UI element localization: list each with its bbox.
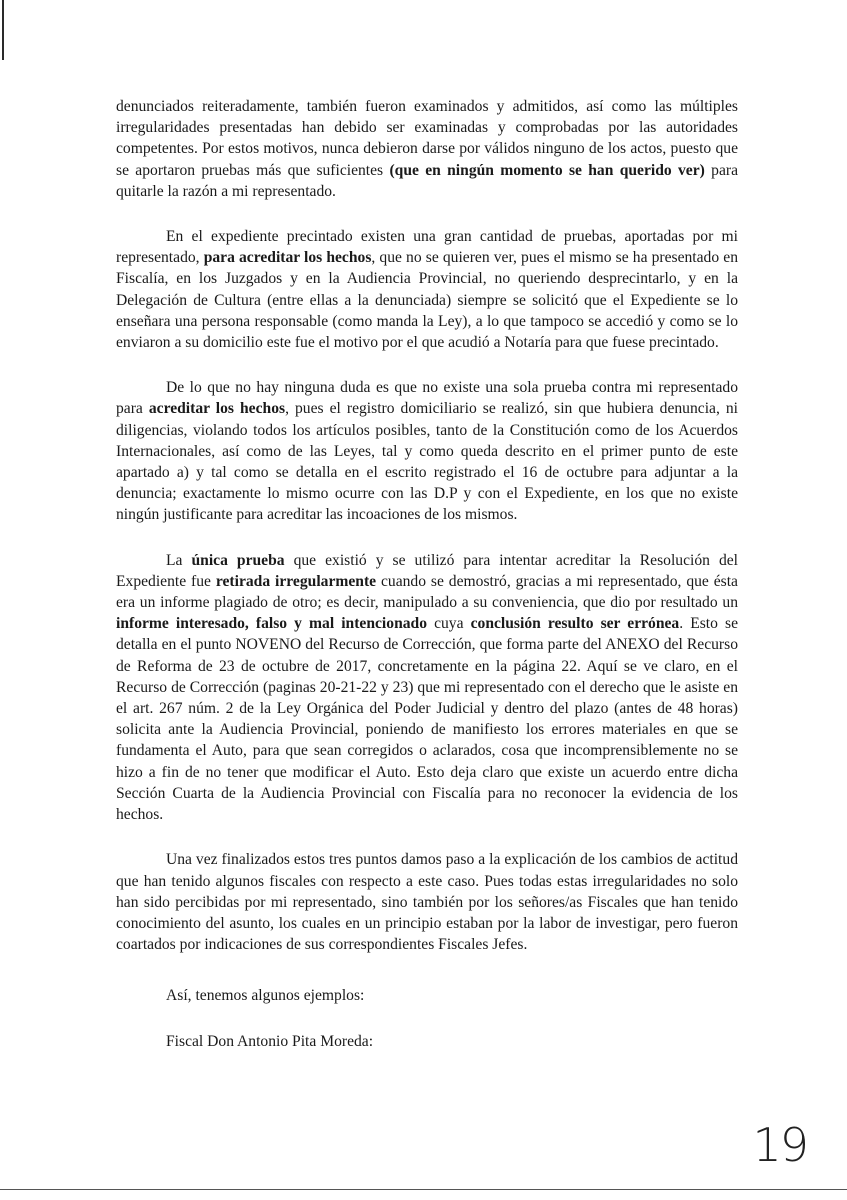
paragraph-3 xyxy=(116,377,738,525)
text-run: cuando se demostró, gracias a mi representado, que ésta era un informe plagiado de otro; es decir, manipulado a su conveniencia, que dio por resultado un xyxy=(116,572,738,612)
text-run: cuya xyxy=(427,615,471,633)
text-run: que existió y se utilizó para intentar acreditar la Resolución del Expediente fue xyxy=(116,551,738,590)
bold-phrase: informe interesado, falso y mal intencionado xyxy=(116,615,428,633)
text-run: , pues el registro domiciliario se realizó, sin que hubiera denuncia, ni diligencias, violando todos los artículos posibles, tanto de la Constitución como de los Acuerdos Internacionales, así como de las Leyes, tal y como queda descrito en el primer punto de este apartado a) y tal como se detalla en el escrito registrado el 16 de octubre para adjuntar a la denuncia; exactamente lo mismo ocurre con las D.P y con el Expediente, en los que no existe ningún justificante para acreditar las incoaciones de los mismos. xyxy=(116,400,738,524)
text-run: En el expediente precintado existen una gran cantidad de pruebas, aportadas por mi representado, xyxy=(116,228,738,267)
text-run: De lo que no hay ninguna duda es que no existe una sola prueba contra mi representado para xyxy=(116,379,738,418)
text-run: denunciados reiteradamente, también fueron examinados y admitidos, así como las múltiples irregularidades presentadas han debido ser examinadas y comprobadas por las autoridades competentes. Por estos motivos, nunca debieron darse por válidos ninguno de los actos, puesto que se aportaron pruebas más que suficientes xyxy=(116,98,738,179)
scan-edge-line xyxy=(0,1189,847,1190)
bold-phrase: retirada irregularmente xyxy=(215,572,377,590)
bold-phrase: acreditar los hechos xyxy=(148,400,286,418)
examples-line: Así, tenemos algunos ejemplos: xyxy=(166,987,365,1004)
fiscal-heading: Fiscal Don Antonio Pita Moreda: xyxy=(166,1033,374,1050)
scan-edge-mark xyxy=(2,0,4,60)
text-run: La xyxy=(166,551,192,569)
paragraph-5 xyxy=(116,849,738,955)
bold-phrase: única prueba xyxy=(191,551,285,569)
paragraph-2 xyxy=(116,226,738,353)
paragraph-4 xyxy=(116,550,738,826)
text-run: , que no se quieren ver, pues el mismo se ha presentado en Fiscalía, en los Juzgados y en la Audiencia Provincial, no queriendo desprecintarlo, y en la Delegación de Cultura (entre ellas a la denunciada) siempre se solicitó que el Expediente se lo enseñara una persona responsable (como manda la Ley), a lo que tampoco se accedió y como se lo enviaron a su domicilio este fue el motivo por el que acudió a Notaría para que fuese precintado. xyxy=(116,249,738,352)
bold-phrase: para acreditar los hechos xyxy=(203,249,372,267)
handwritten-page-number: 19 xyxy=(752,1118,807,1172)
document-body xyxy=(116,96,738,955)
bold-phrase: conclusión resulto ser errónea xyxy=(470,615,680,633)
text-run: Una vez finalizados estos tres puntos damos paso a la explicación de los cambios de actitud que han tenido algunos fiscales con respecto a este caso. Pues todas estas irregularidades no solo han sido percibidas por mi representado, sino también por los señores/as Fiscales que han tenido conocimiento del asunto, los cuales en un principio estaban por la labor de investigar, pero fueron coartados por indicaciones de sus correspondientes Fiscales Jefes. xyxy=(116,851,738,954)
text-run: . Esto se detalla en el punto NOVENO del Recurso de Corrección, que forma parte del ANEXO del Recurso de Reforma de 23 de octubre de 2017, concretamente en la página 22. Aquí se ve claro, en el Recurso de Corrección (paginas 20-21-22 y 23) que mi representado con el derecho que le asiste en el art. 267 núm. 2 de la Ley Orgánica del Poder Judicial y dentro del plazo (antes de 48 horas) solicita ante la Audiencia Provincial, poniendo de manifiesto los errores materiales en que se fundamenta el Auto, para que sean corregidos o aclarados, cosa que incomprensiblemente no se hizo a fin de no tener que modificar el Auto. Esto deja claro que existe un acuerdo entre dicha Sección Cuarta de la Audiencia Provincial con Fiscalía para no reconocer la evidencia de los hechos. xyxy=(116,615,738,824)
text-run: para quitarle la razón a mi representado. xyxy=(116,161,738,200)
bold-phrase: (que en ningún momento se han querido ver) xyxy=(389,161,705,179)
paragraph-1 xyxy=(116,96,738,202)
